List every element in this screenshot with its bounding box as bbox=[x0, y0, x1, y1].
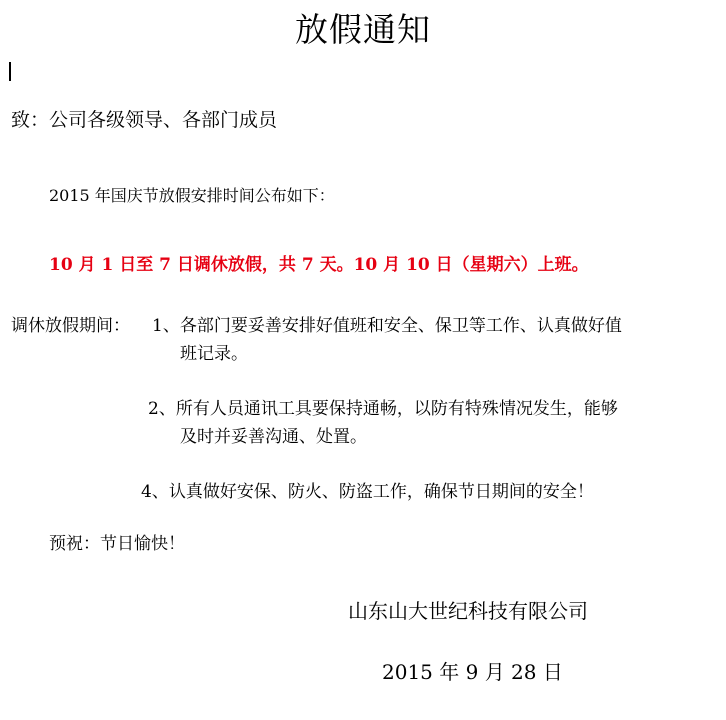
company-signature: 山东山大世纪科技有限公司 bbox=[348, 599, 588, 623]
list-item-2-line-2: 及时并妥善沟通、处置。 bbox=[180, 427, 367, 447]
signature-date: 2015 年 9 月 28 日 bbox=[382, 660, 563, 684]
holiday-schedule-highlight: 10 月 1 日至 7 日调休放假，共 7 天。10 月 10 日（星期六）上班。 bbox=[49, 255, 589, 275]
recipient-line: 致：公司各级领导、各部门成员 bbox=[11, 109, 278, 131]
document-title: 放假通知 bbox=[295, 10, 431, 49]
period-label: 调休放假期间： bbox=[11, 316, 130, 336]
list-item-1-line-2: 班记录。 bbox=[180, 344, 248, 364]
intro-paragraph: 2015 年国庆节放假安排时间公布如下： bbox=[49, 186, 335, 205]
text-cursor bbox=[9, 62, 11, 81]
list-item-2-line-1: 2、所有人员通讯工具要保持通畅，以防有特殊情况发生，能够 bbox=[148, 399, 618, 419]
list-item-1-line-1: 1、各部门要妥善安排好值班和安全、保卫等工作、认真做好值 bbox=[152, 316, 622, 336]
list-item-4: 4、认真做好安保、防火、防盗工作，确保节日期间的安全！ bbox=[141, 482, 594, 502]
greeting-line: 预祝：节日愉快！ bbox=[49, 534, 185, 554]
